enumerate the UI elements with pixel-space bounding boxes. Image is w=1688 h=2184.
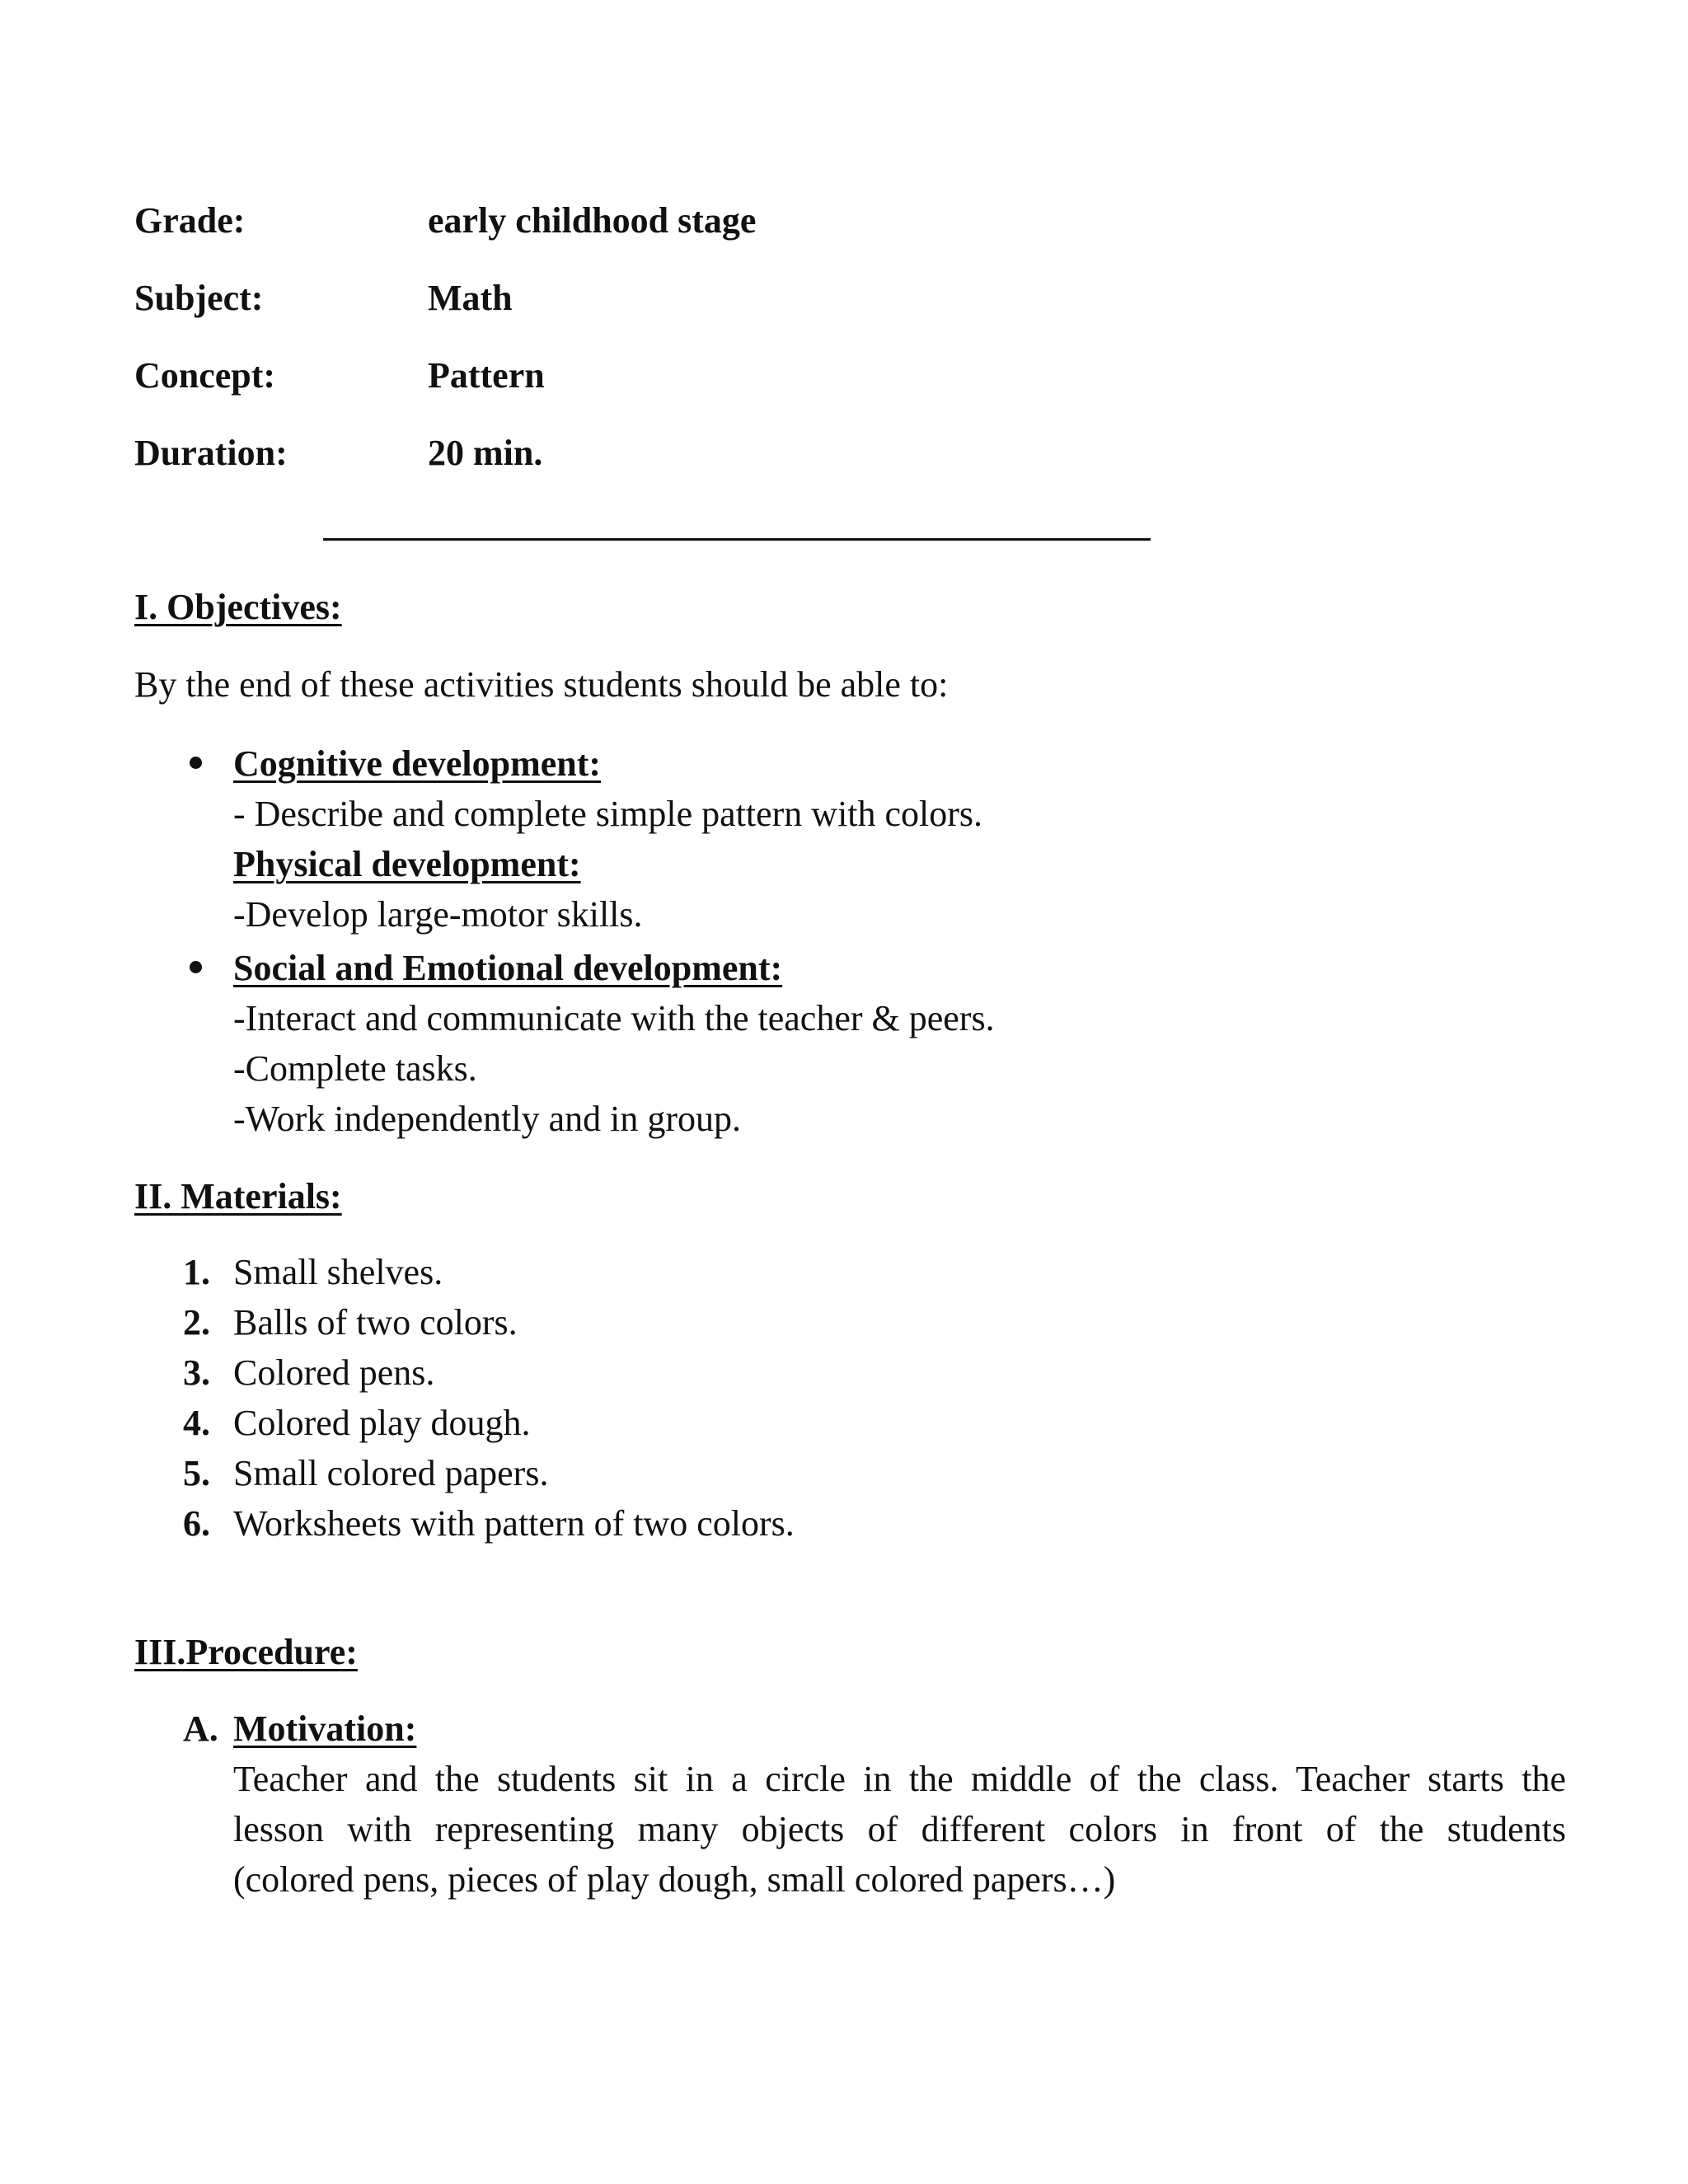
duration-label: Duration: xyxy=(134,433,288,473)
procedure-heading: III.Procedure: xyxy=(134,1632,358,1672)
grade-row xyxy=(134,195,1536,245)
list-number: 5. xyxy=(183,1453,210,1493)
social-title: Social and Emotional development: xyxy=(233,948,783,988)
list-item: Worksheets with pattern of two colors. xyxy=(233,1503,795,1544)
list-letter: A. xyxy=(183,1708,218,1749)
grade-label: Grade: xyxy=(134,200,246,241)
list-item: Colored pens. xyxy=(233,1352,435,1393)
list-number: 6. xyxy=(183,1503,210,1544)
list-item: Small colored papers. xyxy=(233,1453,549,1493)
bullet-icon xyxy=(190,961,202,973)
objectives-heading: I. Objectives: xyxy=(134,587,342,627)
cognitive-title: Cognitive development: xyxy=(233,743,602,784)
duration-row xyxy=(134,428,1536,477)
paragraph-line: Teacher and the students sit in a circle in the middle of the class. Teacher starts the xyxy=(233,1759,1566,1799)
concept-label: Concept: xyxy=(134,355,276,396)
social-item: -Work independently and in group. xyxy=(233,1099,741,1139)
subject-row xyxy=(134,273,1536,322)
subject-label: Subject: xyxy=(134,278,264,318)
physical-item: -Develop large-motor skills. xyxy=(233,894,643,935)
objectives-intro: By the end of these activities students should be able to: xyxy=(134,664,949,705)
cognitive-item: - Describe and complete simple pattern with colors. xyxy=(233,794,983,834)
social-item: -Interact and communicate with the teacher & peers. xyxy=(233,998,995,1038)
materials-heading: II. Materials: xyxy=(134,1176,342,1216)
paragraph-line: (colored pens, pieces of play dough, small colored papers…) xyxy=(233,1859,1116,1900)
motivation-title: Motivation: xyxy=(233,1708,417,1749)
physical-title: Physical development: xyxy=(233,844,581,884)
list-number: 1. xyxy=(183,1252,210,1292)
header-divider xyxy=(323,538,1151,541)
motivation-paragraph xyxy=(233,1754,1566,1905)
list-item: Balls of two colors. xyxy=(233,1302,518,1343)
list-item: Small shelves. xyxy=(233,1252,443,1292)
concept-value: Pattern xyxy=(428,355,545,396)
duration-value: 20 min. xyxy=(428,433,543,473)
list-number: 2. xyxy=(183,1302,210,1343)
list-number: 4. xyxy=(183,1403,210,1443)
grade-value: early childhood stage xyxy=(428,200,757,241)
subject-value: Math xyxy=(428,278,513,318)
bullet-icon xyxy=(190,757,202,769)
concept-row xyxy=(134,350,1536,400)
paragraph-line: lesson with representing many objects of different colors in front of the students xyxy=(233,1809,1566,1849)
list-item: Colored play dough. xyxy=(233,1403,531,1443)
list-number: 3. xyxy=(183,1352,210,1393)
social-item: -Complete tasks. xyxy=(233,1048,477,1089)
